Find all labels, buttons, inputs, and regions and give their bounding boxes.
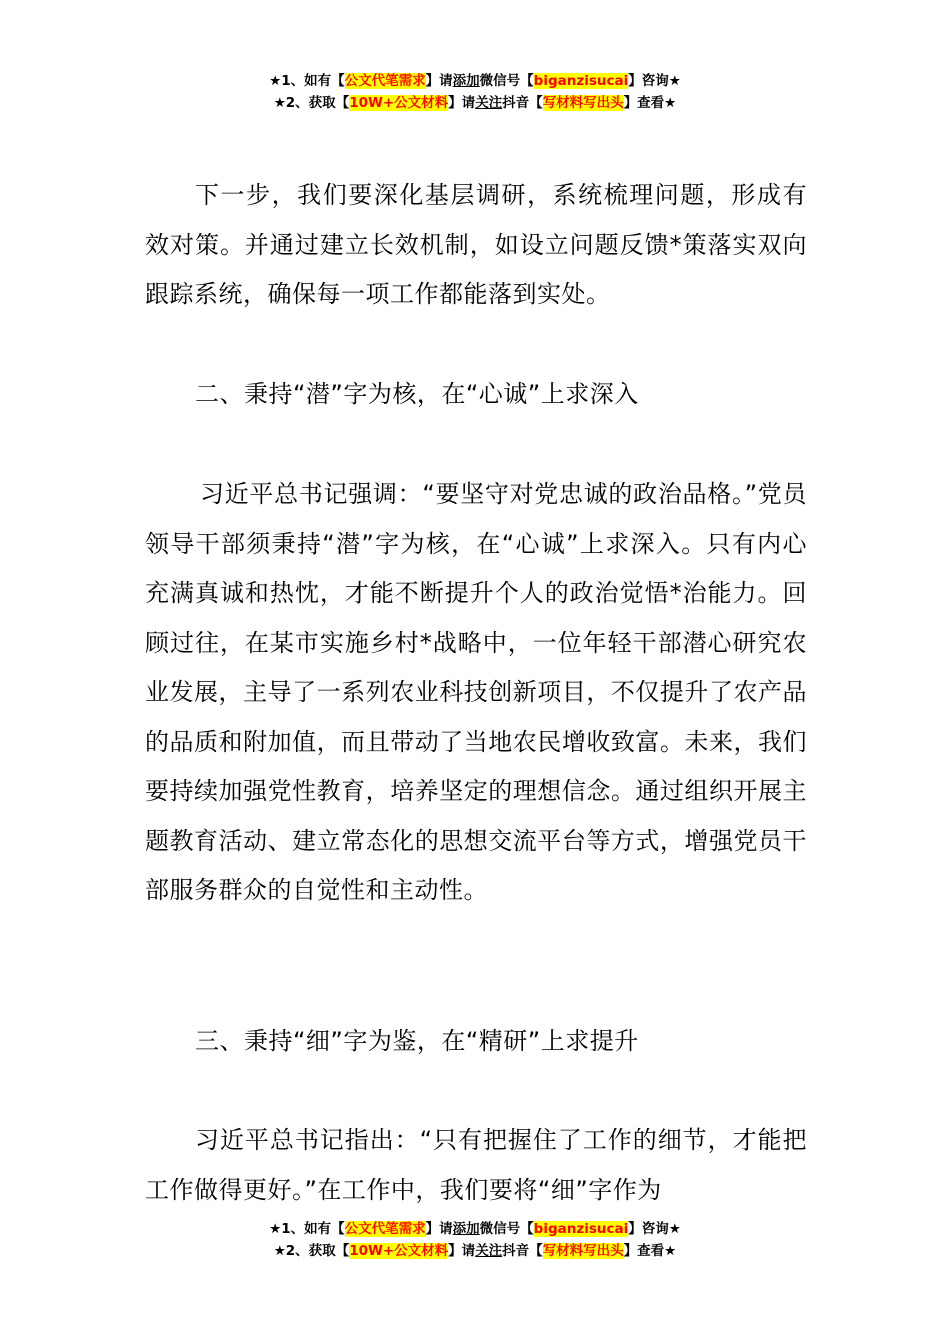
header-banner [0,70,950,114]
footer-banner [0,1218,950,1262]
banner-text: ★2、获取【 [273,1243,350,1259]
highlight-douyin-id: 写材料写出头 [542,1243,624,1259]
banner-underlined: 添加 [452,1221,480,1237]
section-heading-2: 二、秉持“潜”字为核，在“心诚”上求深入 [195,380,639,408]
banner-text: 】查看★ [623,95,677,111]
banner-text: 微信号【 [479,73,534,89]
banner-text: 】请 [448,1243,476,1259]
banner-text: 】请 [425,73,453,89]
banner-underlined: 添加 [452,73,480,89]
banner-text: 】请 [448,95,476,111]
highlight-service: 公文代笔需求 [344,73,426,89]
paragraph-section-2: 习近平总书记强调：“要坚守对党忠诚的政治品格。”党员领导干部须秉持“潜”字为核，在“心诚”上求深入。只有内心充满真诚和热忱，才能不断提升个人的政治觉悟*治能力。回顾过往，在某市实施乡村*战略中，一位年轻干部潜心研究农业发展，主导了一系列农业科技创新项目，不仅提升了农产品的品质和附加值，而且带动了当地农民增收致富。未来，我们要持续加强党性教育，培养坚定的理想信念。通过组织开展主题教育活动、建立常态化的思想交流平台等方式，增强党员干部服务群众的自觉性和主动性。 [145,480,807,904]
highlight-douyin-id: 写材料写出头 [542,95,624,111]
banner-text: 】请 [425,1221,453,1237]
highlight-wechat-id: biganzisucai [533,73,629,89]
paragraph-section-3: 习近平总书记指出：“只有把握住了工作的细节，才能把工作做得更好。”在工作中，我们要将“细”字作为 [145,1126,807,1204]
banner-line-2 [0,1240,950,1262]
banner-text: 】咨询★ [628,73,681,89]
banner-line-1 [0,70,950,92]
banner-text: ★1、如有【 [269,1221,345,1237]
highlight-materials: 10W+公文材料 [349,1243,449,1259]
banner-text: 抖音【 [502,1243,543,1259]
banner-underlined: 关注 [475,1243,503,1259]
section-heading-3: 三、秉持“细”字为鉴，在“精研”上求提升 [195,1027,639,1055]
banner-line-2 [0,92,950,114]
highlight-materials: 10W+公文材料 [349,95,449,111]
banner-text: ★1、如有【 [269,73,345,89]
banner-text: ★2、获取【 [273,95,350,111]
banner-underlined: 关注 [475,95,503,111]
highlight-wechat-id: biganzisucai [533,1221,629,1237]
banner-text: 】查看★ [623,1243,677,1259]
banner-text: 微信号【 [479,1221,534,1237]
banner-text: 抖音【 [502,95,543,111]
paragraph-next-steps: 下一步，我们要深化基层调研，系统梳理问题，形成有效对策。并通过建立长效机制，如设立问题反馈*策落实双向跟踪系统，确保每一项工作都能落到实处。 [145,181,807,308]
highlight-service: 公文代笔需求 [344,1221,426,1237]
banner-line-1 [0,1218,950,1240]
banner-text: 】咨询★ [628,1221,681,1237]
